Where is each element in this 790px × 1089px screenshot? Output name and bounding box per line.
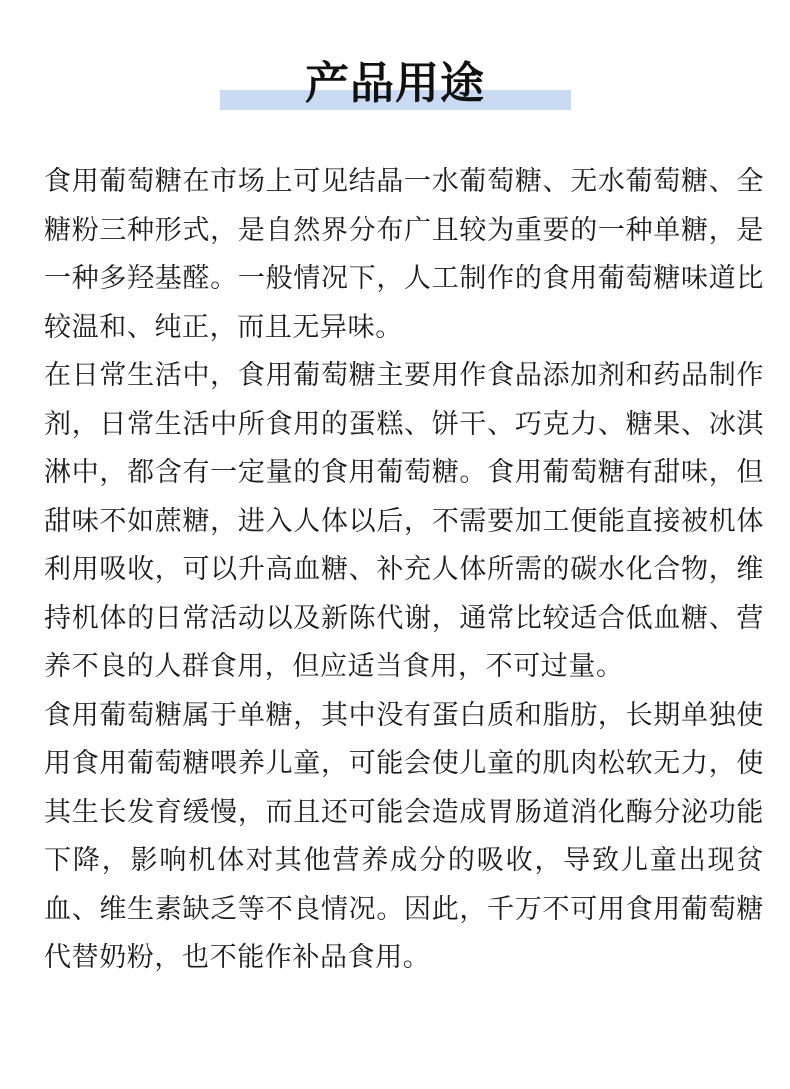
article-body [44, 158, 764, 983]
paragraph-caution: 食用葡萄糖属于单糖，其中没有蛋白质和脂肪，长期单独使用食用葡萄糖喂养儿童，可能会使儿童的肌肉松软无力，使其生长发育缓慢，而且还可能会造成胃肠道消化酶分泌功能下降，影响机体对其他营养成分的吸收，导致儿童出现贫血、维生素缺乏等不良情况。因此，千万不可用食用葡萄糖代替奶粉，也不能作补品食用。 [44, 699, 764, 973]
page-title: 产品用途 [305, 58, 485, 109]
title-section [0, 48, 790, 118]
paragraph-forms: 食用葡萄糖在市场上可见结晶一水葡萄糖、无水葡萄糖、全糖粉三种形式，是自然界分布广且较为重要的一种单糖，是一种多羟基醛。一般情况下，人工制作的食用葡萄糖味道比较温和、纯正，而且无异味。 [44, 166, 764, 343]
paragraph-daily-use: 在日常生活中，食用葡萄糖主要用作食品添加剂和药品制作剂，日常生活中所食用的蛋糕、饼干、巧克力、糖果、冰淇淋中，都含有一定量的食用葡萄糖。食用葡萄糖有甜味，但甜味不如蔗糖，进入人体以后，不需要加工便能直接被机体利用吸收，可以升高血糖、补充人体所需的碳水化合物，维持机体的日常活动以及新陈代谢，通常比较适合低血糖、营养不良的人群食用，但应适当食用，不可过量。 [44, 360, 764, 682]
